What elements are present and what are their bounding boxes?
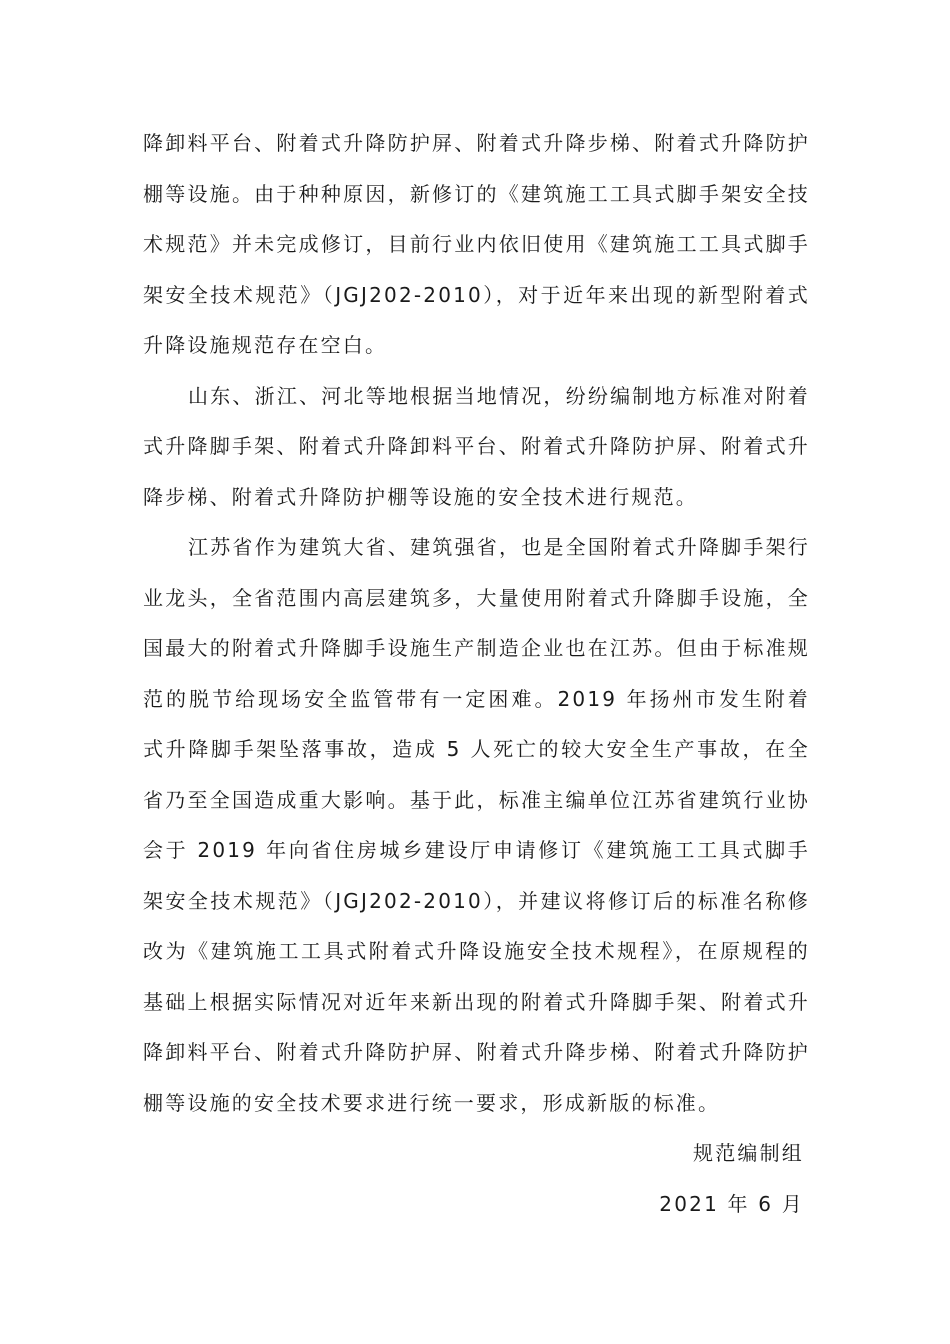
paragraph-continuation: 降卸料平台、附着式升降防护屏、附着式升降步梯、附着式升降防护棚等设施。由于种种原因，新修订的《建筑施工工具式脚手架安全技术规范》并未完成修订，目前行业内依旧使用《建筑施工工具式脚手架安全技术规范》（JGJ202-2010），对于近年来出现的新型附着式升降设施规范存在空白。 — [143, 131, 810, 357]
document-body — [143, 118, 810, 1229]
paragraph-jiangsu-background: 江苏省作为建筑大省、建筑强省，也是全国附着式升降脚手架行业龙头，全省范围内高层建筑多，大量使用附着式升降脚手设施，全国最大的附着式升降脚手设施生产制造企业也在江苏。但由于标准规范的脱节给现场安全监管带有一定困难。2019 年扬州市发生附着式升降脚手架坠落事故，造成 5 人死亡的较大安全生产事故，在全省乃至全国造成重大影响。基于此，标准主编单位江苏省建筑行业协会于 2019 年向省住房城乡建设厅申请修订《建筑施工工具式脚手架安全技术规范》（JGJ202-2010），并建议将修订后的标准名称修改为《建筑施工工具式附着式升降设施安全技术规程》，在原规程的基础上根据实际情况对近年来新出现的附着式升降脚手架、附着式升降卸料平台、附着式升降防护屏、附着式升降步梯、附着式升降防护棚等设施的安全技术要求进行统一要求，形成新版的标准。 — [143, 535, 810, 1115]
paragraph-regional-standards: 山东、浙江、河北等地根据当地情况，纷纷编制地方标准对附着式升降脚手架、附着式升降卸料平台、附着式升降防护屏、附着式升降步梯、附着式升降防护棚等设施的安全技术进行规范。 — [143, 383, 810, 509]
signature-author: 规范编制组 — [693, 1141, 804, 1165]
signature-date: 2021 年 6 月 — [659, 1191, 804, 1216]
